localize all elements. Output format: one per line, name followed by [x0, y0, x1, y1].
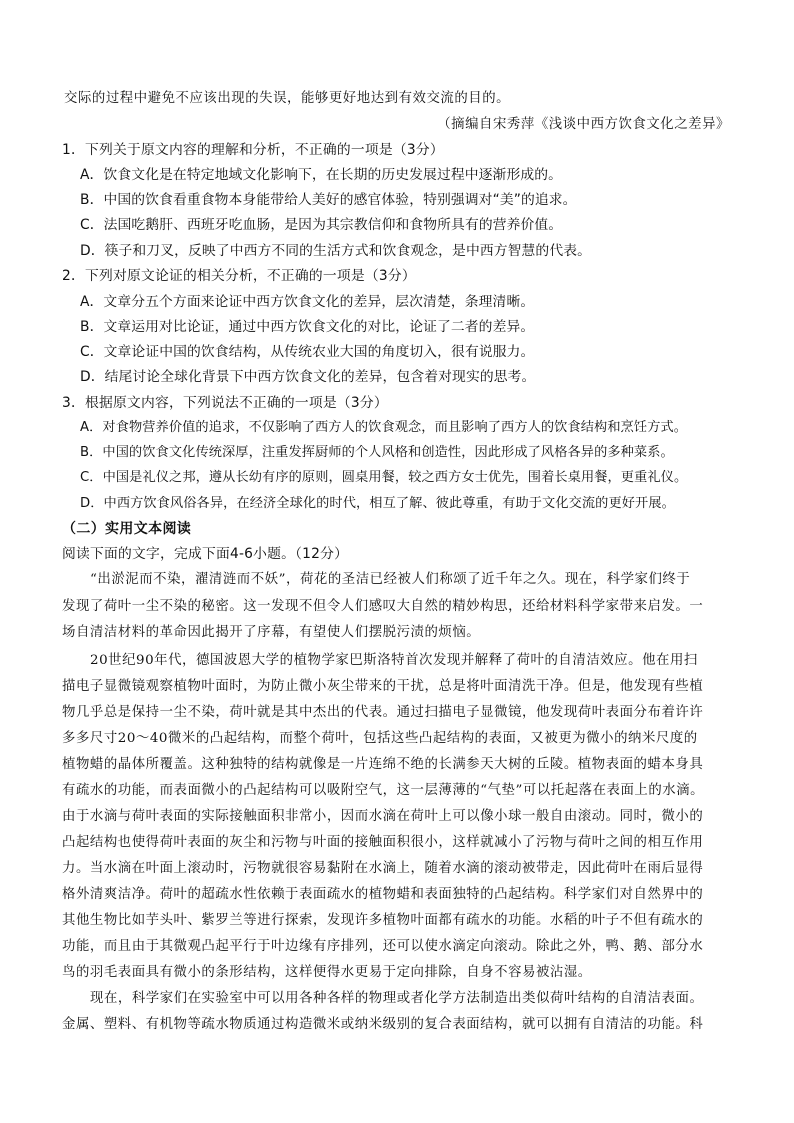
passage-line: 其他生物比如芋头叶、紫罗兰等进行探索，发现许多植物叶面都有疏水的功能。水稻的叶子不但有疏水的: [62, 913, 704, 928]
passage-line: 多多尺寸20～40微米的凸起结构，而整个荷叶，包括这些凸起结构的表面，又被更为微小的纳米尺度的: [62, 731, 698, 746]
section-instruction: 阅读下面的文字，完成下面4-6小题。（12分）: [62, 546, 349, 562]
passage-line: 描电子显微镜观察植物叶面时，为防止微小灰尘带来的干扰，总是将叶面清洗干净。但是，他发现有些植: [62, 679, 704, 694]
question-2-option-d: D．结尾讨论全球化背景下中西方饮食文化的差异，包含着对现实的思考。: [80, 369, 536, 385]
question-3-option-a: A．对食物营养价值的追求，不仅影响了西方人的饮食观念，而且影响了西方人的饮食结构和烹饪方式。: [80, 420, 688, 435]
question-2-option-a: A．文章分五个方面来论证中西方饮食文化的差异，层次清楚，条理清晰。: [80, 294, 535, 310]
passage-line: 有疏水的功能，而表面微小的凸起结构可以吸附空气，这一层薄薄的“气垫”可以托起落在表面上的水滴。: [62, 783, 705, 798]
passage-line: 发现了荷叶一尘不染的秘密。这一发现不但令人们感叹大自然的精妙构思，还给材料科学家带来启发。一: [62, 599, 704, 614]
section-heading: （二）实用文本阅读: [62, 521, 192, 537]
passage-line: 金属、塑料、有机物等疏水物质通过构造微米或纳米级别的复合表面结构，就可以拥有自清洁的功能。科: [62, 1017, 704, 1032]
question-3-option-d: D．中西方饮食风俗各异，在经济全球化的时代，相互了解、彼此尊重，有助于文化交流的更好开展。: [80, 496, 675, 511]
question-2-stem: 2．下列对原文论证的相关分析，不正确的一项是（3分）: [62, 268, 416, 284]
question-2-option-c: C．文章论证中国的饮食结构，从传统农业大国的角度切入，很有说服力。: [80, 344, 535, 360]
passage-line: 现在，科学家们在实验室中可以用各种各样的物理或者化学方法制造出类似荷叶结构的自清洁表面。: [90, 991, 704, 1006]
passage-line: 鸟的羽毛表面具有微小的条形结构，这样便得水更易于定向排除，自身不容易被沾湿。: [62, 965, 592, 980]
question-1-option-c: C．法国吃鹅肝、西班牙吃血肠，是因为其宗教信仰和食物所具有的营养价值。: [80, 217, 563, 233]
passage-line: 凸起结构也使得荷叶表面的灰尘和污物与叶面的接触面积很小，这样就减小了污物与荷叶之间的相互作用: [62, 835, 704, 850]
question-1-stem: 1．下列关于原文内容的理解和分析，不正确的一项是（3分）: [62, 142, 444, 158]
passage-line: “出淤泥而不染，濯清涟而不妖”，荷花的圣洁已经被人们称颂了近千年之久。现在，科学家们终于: [90, 572, 691, 587]
text-line: 交际的过程中避免不应该出现的失误，能够更好地达到有效交流的目的。: [64, 91, 511, 106]
passage-line: 物几乎总是保持一尘不染，荷叶就是其中杰出的代表。通过扫描电子显微镜，他发现荷叶表面分布着许许: [62, 705, 704, 720]
question-2-option-b: B．文章运用对比论证，通过中西方饮食文化的对比，论证了二者的差异。: [80, 319, 535, 335]
question-3-option-b: B．中国的饮食文化传统深厚，注重发挥厨师的个人风格和创造性，因此形成了风格各异的多种菜系。: [80, 445, 674, 460]
question-1-option-a: A．饮食文化是在特定地域文化影响下，在长期的历史发展过程中逐渐形成的。: [80, 167, 563, 183]
passage-line: 力。当水滴在叶面上滚动时，污物就很容易黏附在水滴上，随着水滴的滚动被带走，因此荷叶在雨后显得: [62, 861, 704, 876]
passage-line: 植物蜡的晶体所覆盖。这种独特的结构就像是一片连绵不绝的长满参天大树的丘陵。植物表面的蜡本身具: [62, 757, 704, 772]
question-1-option-d: D．筷子和刀叉，反映了中西方不同的生活方式和饮食观念，是中西方智慧的代表。: [80, 243, 592, 259]
question-1-option-b: B．中国的饮食看重食物本身能带给人美好的感官体验，特别强调对“美”的追求。: [80, 192, 577, 208]
passage-line: 场自清洁材料的革命因此揭开了序幕，有望使人们摆脱污渍的烦恼。: [62, 625, 481, 640]
source-citation: （摘编自宋秀萍《浅谈中西方饮食文化之差异》: [437, 117, 730, 132]
passage-line: 由于水滴与荷叶表面的实际接触面积非常小，因而水滴在荷叶上可以像小球一般自由滚动。同时，微小的: [62, 809, 704, 824]
question-3-stem: 3．根据原文内容，下列说法不正确的一项是（3分）: [62, 395, 388, 411]
passage-line: 格外清爽洁净。荷叶的超疏水性依赖于表面疏水的植物蜡和表面独特的凸起结构。科学家们对自然界中的: [62, 887, 704, 902]
question-3-option-c: C．中国是礼仪之邦，遵从长幼有序的原则，圆桌用餐，较之西方女士优先，围着长桌用餐，更重礼仪。: [80, 470, 688, 485]
passage-line: 20世纪90年代，德国波恩大学的植物学家巴斯洛特首次发现并解释了荷叶的自清洁效应。他在用扫: [90, 653, 698, 668]
passage-line: 功能，而且由于其微观凸起平行于叶边缘有序排列，还可以使水滴定向滚动。除此之外，鸭、鹅、部分水: [62, 939, 704, 954]
